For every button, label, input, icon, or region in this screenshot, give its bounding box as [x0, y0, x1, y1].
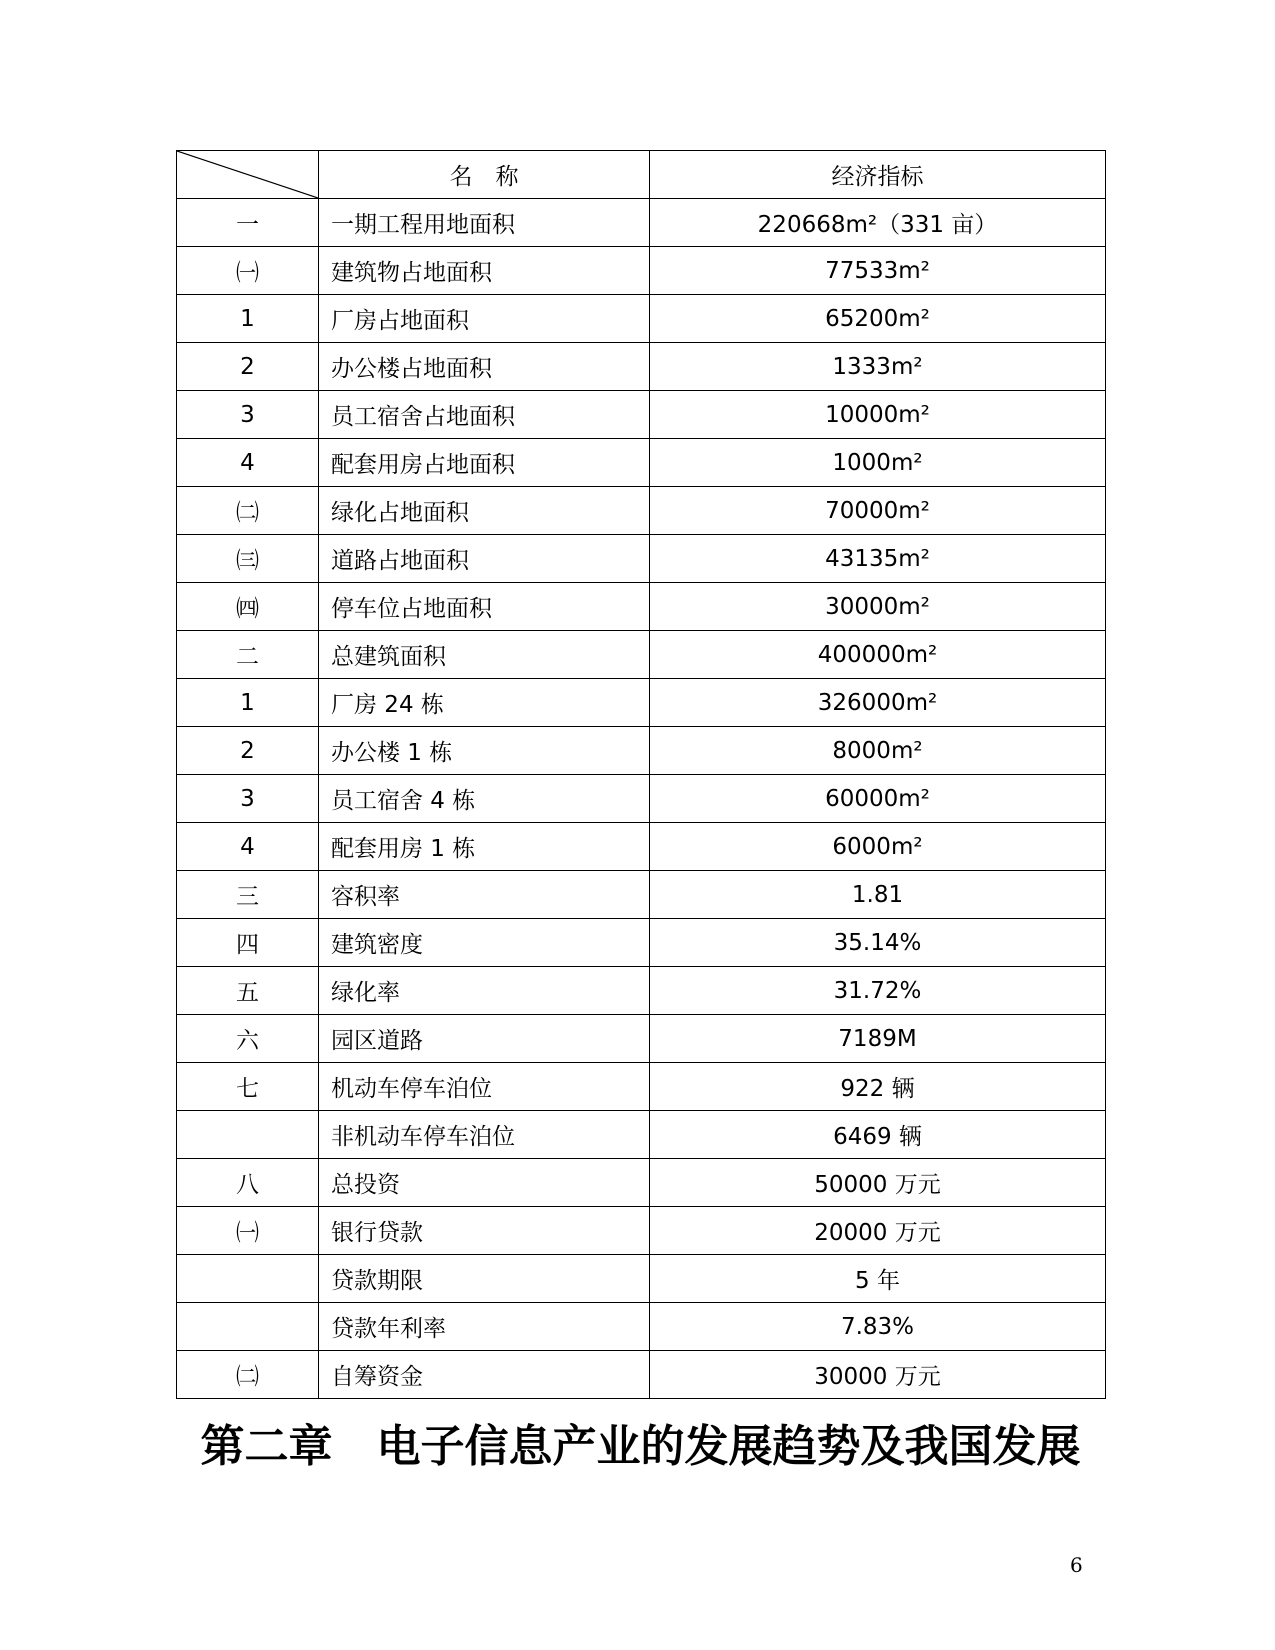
row-name: 绿化率 — [319, 967, 650, 1015]
row-name: 绿化占地面积 — [319, 487, 650, 535]
row-value: 6000m² — [650, 823, 1106, 871]
row-number: ㈡ — [177, 487, 319, 535]
row-number: 二 — [177, 631, 319, 679]
row-value: 35.14% — [650, 919, 1106, 967]
row-value: 43135m² — [650, 535, 1106, 583]
economic-indicators-table — [176, 150, 1106, 1399]
table-row — [177, 1303, 1106, 1351]
table-row — [177, 631, 1106, 679]
row-name: 配套用房占地面积 — [319, 439, 650, 487]
row-name: 员工宿舍占地面积 — [319, 391, 650, 439]
table-row — [177, 775, 1106, 823]
row-value: 8000m² — [650, 727, 1106, 775]
row-value: 30000 万元 — [650, 1351, 1106, 1399]
row-number: 八 — [177, 1159, 319, 1207]
table-row — [177, 391, 1106, 439]
row-name: 道路占地面积 — [319, 535, 650, 583]
row-value: 65200m² — [650, 295, 1106, 343]
row-name: 容积率 — [319, 871, 650, 919]
table-row — [177, 919, 1106, 967]
row-value: 31.72% — [650, 967, 1106, 1015]
row-name: 银行贷款 — [319, 1207, 650, 1255]
row-name: 厂房占地面积 — [319, 295, 650, 343]
row-name: 非机动车停车泊位 — [319, 1111, 650, 1159]
table-body — [177, 199, 1106, 1399]
table-row — [177, 535, 1106, 583]
row-number: 3 — [177, 775, 319, 823]
row-name: 员工宿舍 4 栋 — [319, 775, 650, 823]
table-row — [177, 439, 1106, 487]
table-row — [177, 1207, 1106, 1255]
table-row — [177, 1159, 1106, 1207]
row-name: 建筑物占地面积 — [319, 247, 650, 295]
row-name: 厂房 24 栋 — [319, 679, 650, 727]
row-name: 贷款年利率 — [319, 1303, 650, 1351]
row-value: 326000m² — [650, 679, 1106, 727]
row-name: 自筹资金 — [319, 1351, 650, 1399]
row-number: 1 — [177, 679, 319, 727]
row-value: 70000m² — [650, 487, 1106, 535]
row-value: 1.81 — [650, 871, 1106, 919]
table-row — [177, 1351, 1106, 1399]
table-row — [177, 1063, 1106, 1111]
page-number: 6 — [1070, 1553, 1083, 1577]
row-value: 400000m² — [650, 631, 1106, 679]
row-name: 贷款期限 — [319, 1255, 650, 1303]
row-name: 机动车停车泊位 — [319, 1063, 650, 1111]
row-name: 停车位占地面积 — [319, 583, 650, 631]
row-value: 1333m² — [650, 343, 1106, 391]
row-value: 220668m²（331 亩） — [650, 199, 1106, 247]
diagonal-header-cell — [177, 151, 319, 199]
row-number: 4 — [177, 439, 319, 487]
table-row — [177, 967, 1106, 1015]
header-name: 名 称 — [319, 151, 650, 199]
table-row — [177, 583, 1106, 631]
row-number: ㈡ — [177, 1351, 319, 1399]
table-header-row — [177, 151, 1106, 199]
row-number: 五 — [177, 967, 319, 1015]
table-row — [177, 871, 1106, 919]
row-name: 配套用房 1 栋 — [319, 823, 650, 871]
row-number: 2 — [177, 343, 319, 391]
row-value: 7.83% — [650, 1303, 1106, 1351]
row-value: 1000m² — [650, 439, 1106, 487]
table-row — [177, 487, 1106, 535]
row-value: 30000m² — [650, 583, 1106, 631]
row-value: 77533m² — [650, 247, 1106, 295]
row-number: 六 — [177, 1015, 319, 1063]
table-row — [177, 823, 1106, 871]
row-value: 7189M — [650, 1015, 1106, 1063]
row-number: 2 — [177, 727, 319, 775]
row-value: 10000m² — [650, 391, 1106, 439]
row-value: 20000 万元 — [650, 1207, 1106, 1255]
row-name: 总建筑面积 — [319, 631, 650, 679]
diagonal-line — [177, 151, 318, 198]
table-row — [177, 679, 1106, 727]
row-value: 50000 万元 — [650, 1159, 1106, 1207]
table-row — [177, 1255, 1106, 1303]
row-name: 建筑密度 — [319, 919, 650, 967]
row-name: 办公楼 1 栋 — [319, 727, 650, 775]
row-number: ㈢ — [177, 535, 319, 583]
row-number — [177, 1255, 319, 1303]
row-number: 七 — [177, 1063, 319, 1111]
table-row — [177, 199, 1106, 247]
row-number: ㈠ — [177, 247, 319, 295]
table-row — [177, 247, 1106, 295]
table-row — [177, 1015, 1106, 1063]
row-number: 1 — [177, 295, 319, 343]
row-name: 园区道路 — [319, 1015, 650, 1063]
row-value: 5 年 — [650, 1255, 1106, 1303]
row-number: 4 — [177, 823, 319, 871]
table-row — [177, 343, 1106, 391]
row-number: ㈣ — [177, 583, 319, 631]
row-value: 60000m² — [650, 775, 1106, 823]
table-row — [177, 295, 1106, 343]
header-indicator: 经济指标 — [650, 151, 1106, 199]
table-row — [177, 727, 1106, 775]
row-number: 三 — [177, 871, 319, 919]
row-number: 3 — [177, 391, 319, 439]
row-name: 总投资 — [319, 1159, 650, 1207]
row-number — [177, 1111, 319, 1159]
row-name: 一期工程用地面积 — [319, 199, 650, 247]
table-row — [177, 1111, 1106, 1159]
row-number: 四 — [177, 919, 319, 967]
row-name: 办公楼占地面积 — [319, 343, 650, 391]
row-number — [177, 1303, 319, 1351]
row-value: 922 辆 — [650, 1063, 1106, 1111]
row-number: ㈠ — [177, 1207, 319, 1255]
row-value: 6469 辆 — [650, 1111, 1106, 1159]
chapter-title: 第二章 电子信息产业的发展趋势及我国发展 — [200, 1421, 1081, 1472]
row-number: 一 — [177, 199, 319, 247]
